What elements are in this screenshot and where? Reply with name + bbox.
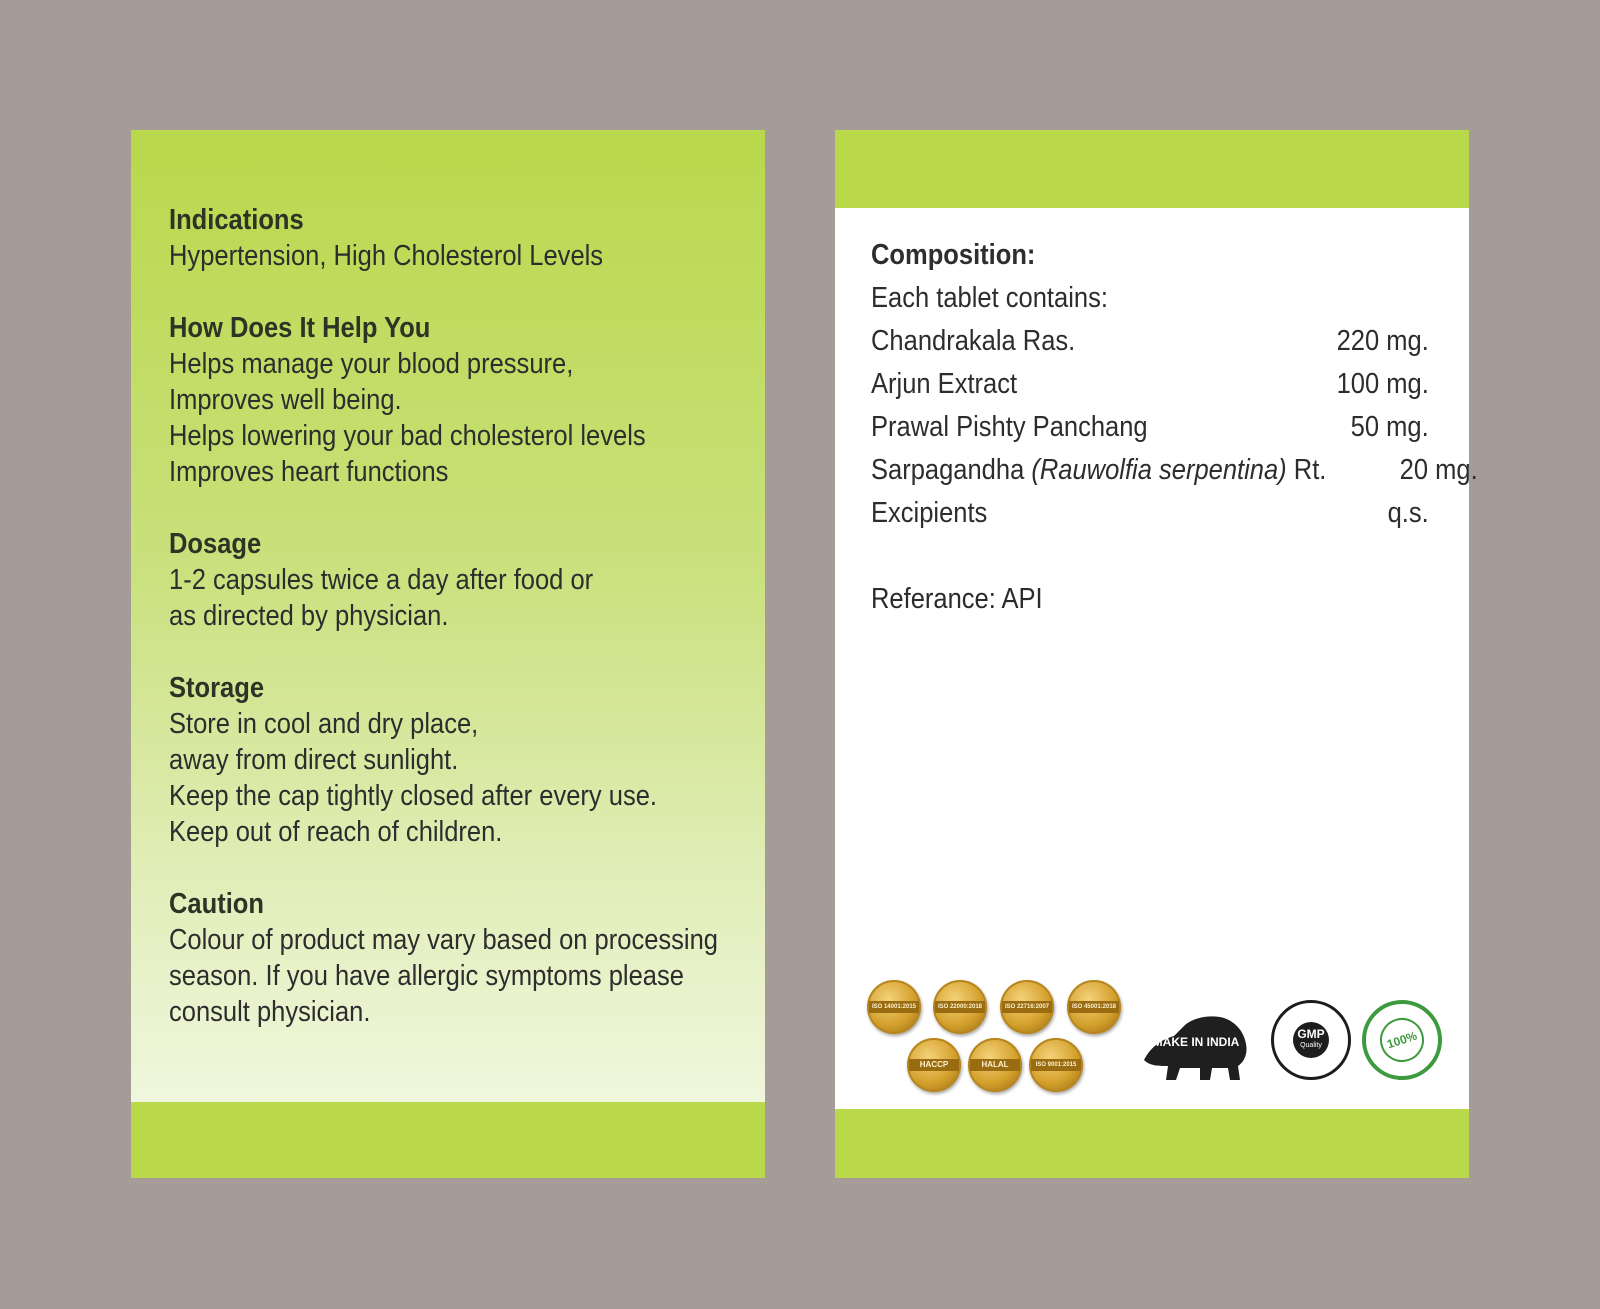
section-text-line: Keep the cap tightly closed after every use. bbox=[169, 780, 658, 812]
ingredient-row bbox=[871, 406, 1429, 449]
ingredient-row bbox=[871, 320, 1429, 363]
section-heading: Storage bbox=[169, 672, 265, 704]
ingredient-name bbox=[871, 363, 1017, 406]
ingredient-quantity: q.s. bbox=[1387, 497, 1429, 529]
section bbox=[169, 670, 749, 850]
ingredient-list bbox=[871, 320, 1478, 535]
composition-block bbox=[871, 234, 1478, 621]
section bbox=[169, 202, 749, 274]
right-panel bbox=[835, 130, 1478, 1178]
make-in-india-text: MAKE IN INDIA bbox=[1152, 1035, 1240, 1049]
section-text-line: Colour of product may vary based on processing bbox=[169, 924, 718, 956]
ingredient-name-text: Prawal Pishty Panchang bbox=[871, 411, 1148, 443]
ingredient-name bbox=[871, 320, 1075, 363]
right-bottom-band bbox=[835, 1109, 1469, 1178]
section-heading: How Does It Help You bbox=[169, 312, 431, 344]
section-text-line: away from direct sunlight. bbox=[169, 744, 459, 776]
ingredient-name-text: Excipients bbox=[871, 497, 988, 529]
ingredient-row bbox=[871, 363, 1429, 406]
composition-intro: Each tablet contains: bbox=[871, 282, 1108, 314]
section bbox=[169, 886, 749, 1030]
ingredient-row bbox=[871, 449, 1478, 492]
iso-badge bbox=[1029, 1038, 1083, 1092]
iso-badge bbox=[867, 980, 921, 1034]
section-text-line: consult physician. bbox=[169, 996, 371, 1028]
gmp-sub-label: Quality bbox=[1300, 1042, 1322, 1049]
left-bottom-band bbox=[131, 1102, 765, 1178]
section bbox=[169, 310, 749, 490]
ingredient-name-text: Sarpagandha bbox=[871, 454, 1032, 486]
section-text-line: Hypertension, High Cholesterol Levels bbox=[169, 240, 604, 272]
halal-badge bbox=[968, 1038, 1022, 1092]
ingredient-quantity: 20 mg. bbox=[1399, 454, 1478, 486]
ingredient-quantity: 220 mg. bbox=[1336, 325, 1429, 357]
section-text-line: 1-2 capsules twice a day after food or bbox=[169, 564, 594, 596]
ingredient-suffix: Rt. bbox=[1286, 454, 1327, 486]
halal-badge-label: HALAL bbox=[970, 1059, 1020, 1071]
section bbox=[169, 526, 749, 634]
section-heading: Indications bbox=[169, 204, 304, 236]
iso-badge bbox=[933, 980, 987, 1034]
right-top-band bbox=[835, 130, 1469, 208]
iso-badge-label: ISO 14001:2015 bbox=[869, 1001, 919, 1013]
gmp-seal-center bbox=[1293, 1022, 1329, 1058]
iso-badge bbox=[1000, 980, 1054, 1034]
ingredient-name-text: Arjun Extract bbox=[871, 368, 1018, 400]
composition-heading: Composition: bbox=[871, 239, 1036, 271]
section-heading: Caution bbox=[169, 888, 264, 920]
left-content bbox=[169, 202, 749, 1066]
section-text-line: Improves well being. bbox=[169, 384, 402, 416]
iso-badges bbox=[867, 980, 1137, 1110]
ingredient-botanical-name: (Rauwolfia serpentina) bbox=[1031, 454, 1287, 486]
haccp-badge-label: HACCP bbox=[909, 1059, 959, 1071]
section-text-line: Helps manage your blood pressure, bbox=[169, 348, 574, 380]
section-heading: Dosage bbox=[169, 528, 262, 560]
iso-badge-label: ISO 22716:2007 bbox=[1002, 1001, 1052, 1013]
vegetarian-percent: 100% bbox=[1374, 1012, 1429, 1067]
left-panel bbox=[131, 130, 765, 1178]
ingredient-quantity: 100 mg. bbox=[1336, 368, 1429, 400]
section-text-line: Improves heart functions bbox=[169, 456, 449, 488]
gmp-label: GMP bbox=[1297, 1027, 1325, 1041]
ingredient-name bbox=[871, 492, 987, 535]
iso-badge bbox=[1067, 980, 1121, 1034]
iso-badge-label: ISO 9001:2015 bbox=[1031, 1059, 1081, 1071]
section-text-line: Keep out of reach of children. bbox=[169, 816, 503, 848]
iso-badge-label: ISO 22000:2018 bbox=[935, 1001, 985, 1013]
gmp-quality-seal bbox=[1271, 1000, 1351, 1080]
ingredient-name bbox=[871, 449, 1326, 492]
reference-text: Referance: API bbox=[871, 583, 1043, 615]
vegetarian-seal bbox=[1362, 1000, 1442, 1080]
make-in-india-logo bbox=[1140, 1010, 1252, 1082]
section-text-line: season. If you have allergic symptoms please bbox=[169, 960, 684, 992]
ingredient-name bbox=[871, 406, 1148, 449]
section-text-line: Store in cool and dry place, bbox=[169, 708, 479, 740]
section-text-line: Helps lowering your bad cholesterol levels bbox=[169, 420, 646, 452]
iso-badge-label: ISO 45001:2018 bbox=[1069, 1001, 1119, 1013]
ingredient-quantity: 50 mg. bbox=[1350, 411, 1429, 443]
ingredient-name-text: Chandrakala Ras. bbox=[871, 325, 1076, 357]
ingredient-row bbox=[871, 492, 1429, 535]
haccp-badge bbox=[907, 1038, 961, 1092]
section-text-line: as directed by physician. bbox=[169, 600, 449, 632]
